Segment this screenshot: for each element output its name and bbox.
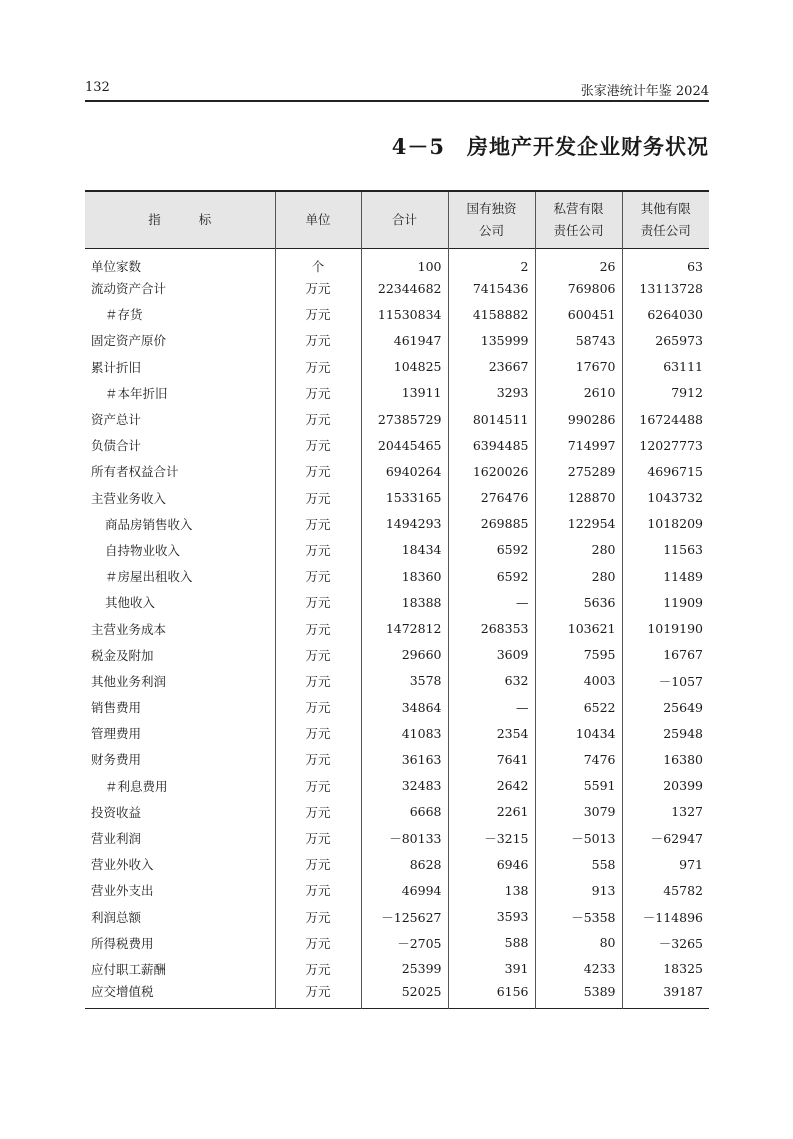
row-other: 971 xyxy=(622,851,709,877)
row-private: 17670 xyxy=(535,354,622,380)
row-state-owned: 2261 xyxy=(448,799,535,825)
table-number: 4－5 xyxy=(391,134,445,159)
row-private: 2610 xyxy=(535,380,622,406)
row-indicator: 商品房销售收入 xyxy=(105,516,193,532)
row-other: 1327 xyxy=(622,799,709,825)
row-total: 52025 xyxy=(361,982,448,1009)
row-indicator: 应交增值税 xyxy=(91,984,154,1000)
header-unit: 单位 xyxy=(275,191,361,249)
row-total: 8628 xyxy=(361,851,448,877)
row-indicator: ＃利息费用 xyxy=(105,778,168,794)
row-state-owned: 2354 xyxy=(448,720,535,746)
row-total: 104825 xyxy=(361,354,448,380)
row-state-owned: 4158882 xyxy=(448,301,535,327)
row-state-owned: — xyxy=(448,694,535,720)
row-total: 27385729 xyxy=(361,406,448,432)
row-unit: 万元 xyxy=(275,930,361,956)
header-indicator: 指标 xyxy=(85,191,275,249)
row-other: 20399 xyxy=(622,773,709,799)
row-private: 7595 xyxy=(535,642,622,668)
header-other: 其他有限 责任公司 xyxy=(622,191,709,249)
header-rule xyxy=(85,100,709,102)
table-row xyxy=(85,432,709,458)
row-unit: 万元 xyxy=(275,275,361,301)
row-total: 46994 xyxy=(361,877,448,903)
row-other: 265973 xyxy=(622,327,709,353)
row-total: 1533165 xyxy=(361,485,448,511)
row-private: 558 xyxy=(535,851,622,877)
row-total: 6668 xyxy=(361,799,448,825)
row-state-owned: －3215 xyxy=(448,825,535,851)
row-private: 280 xyxy=(535,563,622,589)
row-private: 122954 xyxy=(535,511,622,537)
table-row xyxy=(85,799,709,825)
row-other: 63111 xyxy=(622,354,709,380)
row-indicator: 流动资产合计 xyxy=(91,281,167,297)
table-row xyxy=(85,458,709,484)
table-row xyxy=(85,746,709,772)
row-indicator: 所有者权益合计 xyxy=(91,464,179,480)
row-total: 3578 xyxy=(361,668,448,694)
table-row xyxy=(85,956,709,982)
row-unit: 万元 xyxy=(275,825,361,851)
row-other: 25649 xyxy=(622,694,709,720)
row-other: 7912 xyxy=(622,380,709,406)
row-other: 6264030 xyxy=(622,301,709,327)
row-private: 58743 xyxy=(535,327,622,353)
row-other: 4696715 xyxy=(622,458,709,484)
table-row xyxy=(85,249,709,276)
row-other: 45782 xyxy=(622,877,709,903)
row-indicator: 固定资产原价 xyxy=(91,333,167,349)
table-row xyxy=(85,982,709,1009)
row-unit: 万元 xyxy=(275,485,361,511)
row-indicator: 单位家数 xyxy=(91,259,142,274)
row-state-owned: 3609 xyxy=(448,642,535,668)
row-total: 18360 xyxy=(361,563,448,589)
row-unit: 万元 xyxy=(275,746,361,772)
row-private: 4003 xyxy=(535,668,622,694)
table-row xyxy=(85,668,709,694)
row-other: 18325 xyxy=(622,956,709,982)
row-total: －2705 xyxy=(361,930,448,956)
row-total: 32483 xyxy=(361,773,448,799)
row-private: 5591 xyxy=(535,773,622,799)
row-indicator: 所得税费用 xyxy=(91,935,154,951)
table-body xyxy=(85,249,709,1009)
row-indicator: 税金及附加 xyxy=(91,647,154,663)
row-indicator: 财务费用 xyxy=(91,752,142,768)
row-private: 280 xyxy=(535,537,622,563)
row-indicator: 主营业务成本 xyxy=(91,621,167,637)
row-indicator: 其他收入 xyxy=(105,595,156,611)
row-unit: 万元 xyxy=(275,720,361,746)
row-private: 3079 xyxy=(535,799,622,825)
table-row xyxy=(85,589,709,615)
row-total: 36163 xyxy=(361,746,448,772)
row-state-owned: 276476 xyxy=(448,485,535,511)
row-state-owned: 135999 xyxy=(448,327,535,353)
row-private: 10434 xyxy=(535,720,622,746)
row-total: 18388 xyxy=(361,589,448,615)
row-indicator: 资产总计 xyxy=(91,412,142,428)
row-total: －125627 xyxy=(361,904,448,930)
row-other: －1057 xyxy=(622,668,709,694)
row-state-owned: 3293 xyxy=(448,380,535,406)
row-unit: 万元 xyxy=(275,380,361,406)
row-indicator: 投资收益 xyxy=(91,804,142,820)
row-other: 11563 xyxy=(622,537,709,563)
row-state-owned: 7415436 xyxy=(448,275,535,301)
row-state-owned: 3593 xyxy=(448,904,535,930)
row-indicator: 负债合计 xyxy=(91,438,142,454)
table-row xyxy=(85,773,709,799)
table-title-text: 房地产开发企业财务状况 xyxy=(467,134,709,159)
row-private: 600451 xyxy=(535,301,622,327)
row-state-owned: 269885 xyxy=(448,511,535,537)
row-unit: 万元 xyxy=(275,432,361,458)
table-row xyxy=(85,537,709,563)
row-total: 11530834 xyxy=(361,301,448,327)
row-private: 103621 xyxy=(535,615,622,641)
header-total: 合计 xyxy=(361,191,448,249)
row-state-owned: 2 xyxy=(448,249,535,276)
row-unit: 万元 xyxy=(275,694,361,720)
row-state-owned: — xyxy=(448,589,535,615)
row-unit: 万元 xyxy=(275,851,361,877)
row-total: 13911 xyxy=(361,380,448,406)
row-unit: 万元 xyxy=(275,511,361,537)
row-other: －62947 xyxy=(622,825,709,851)
row-unit: 万元 xyxy=(275,773,361,799)
table-row xyxy=(85,563,709,589)
row-private: 714997 xyxy=(535,432,622,458)
row-state-owned: 6394485 xyxy=(448,432,535,458)
row-indicator: ＃房屋出租收入 xyxy=(105,569,193,585)
row-total: 18434 xyxy=(361,537,448,563)
page-number: 132 xyxy=(85,80,110,95)
row-private: 7476 xyxy=(535,746,622,772)
row-other: 1019190 xyxy=(622,615,709,641)
row-private: 26 xyxy=(535,249,622,276)
row-state-owned: 6156 xyxy=(448,982,535,1009)
row-unit: 万元 xyxy=(275,301,361,327)
row-unit: 万元 xyxy=(275,327,361,353)
row-indicator: ＃本年折旧 xyxy=(105,385,168,401)
row-indicator: 管理费用 xyxy=(91,726,142,742)
row-total: 25399 xyxy=(361,956,448,982)
row-unit: 万元 xyxy=(275,354,361,380)
row-state-owned: 632 xyxy=(448,668,535,694)
row-unit: 个 xyxy=(275,249,361,276)
row-unit: 万元 xyxy=(275,537,361,563)
row-other: 1043732 xyxy=(622,485,709,511)
table-row xyxy=(85,642,709,668)
row-other: 63 xyxy=(622,249,709,276)
row-total: 22344682 xyxy=(361,275,448,301)
row-other: －114896 xyxy=(622,904,709,930)
row-private: 4233 xyxy=(535,956,622,982)
table-row xyxy=(85,825,709,851)
row-total: 1472812 xyxy=(361,615,448,641)
row-indicator: 利润总额 xyxy=(91,909,142,925)
row-indicator: 营业外支出 xyxy=(91,883,154,899)
row-total: 1494293 xyxy=(361,511,448,537)
table-row xyxy=(85,301,709,327)
row-state-owned: 138 xyxy=(448,877,535,903)
table-row xyxy=(85,904,709,930)
row-indicator: 主营业务收入 xyxy=(91,490,167,506)
table-row xyxy=(85,615,709,641)
row-total: －80133 xyxy=(361,825,448,851)
row-unit: 万元 xyxy=(275,877,361,903)
row-other: 39187 xyxy=(622,982,709,1009)
row-unit: 万元 xyxy=(275,956,361,982)
row-total: 6940264 xyxy=(361,458,448,484)
row-indicator: ＃存货 xyxy=(105,307,143,323)
row-private: 275289 xyxy=(535,458,622,484)
row-other: 16380 xyxy=(622,746,709,772)
row-other: －3265 xyxy=(622,930,709,956)
row-state-owned: 2642 xyxy=(448,773,535,799)
row-indicator: 其他业务利润 xyxy=(91,673,167,689)
row-indicator: 销售费用 xyxy=(91,700,142,716)
row-private: －5013 xyxy=(535,825,622,851)
row-other: 13113728 xyxy=(622,275,709,301)
row-unit: 万元 xyxy=(275,668,361,694)
row-indicator: 营业外收入 xyxy=(91,857,154,873)
header-private: 私营有限 责任公司 xyxy=(535,191,622,249)
row-other: 11909 xyxy=(622,589,709,615)
row-other: 12027773 xyxy=(622,432,709,458)
table-row xyxy=(85,275,709,301)
table-header-row xyxy=(85,191,709,249)
row-indicator: 累计折旧 xyxy=(91,359,142,375)
table-title xyxy=(392,131,709,161)
row-total: 461947 xyxy=(361,327,448,353)
row-private: －5358 xyxy=(535,904,622,930)
row-unit: 万元 xyxy=(275,799,361,825)
row-private: 5389 xyxy=(535,982,622,1009)
row-other: 16767 xyxy=(622,642,709,668)
table-row xyxy=(85,694,709,720)
table-row xyxy=(85,930,709,956)
row-other: 11489 xyxy=(622,563,709,589)
row-private: 80 xyxy=(535,930,622,956)
table-row xyxy=(85,406,709,432)
row-state-owned: 391 xyxy=(448,956,535,982)
finance-table xyxy=(85,190,709,1009)
row-private: 913 xyxy=(535,877,622,903)
row-state-owned: 23667 xyxy=(448,354,535,380)
row-indicator: 营业利润 xyxy=(91,831,142,847)
book-title: 张家港统计年鉴 2024 xyxy=(580,84,709,99)
row-unit: 万元 xyxy=(275,642,361,668)
row-total: 34864 xyxy=(361,694,448,720)
row-unit: 万元 xyxy=(275,406,361,432)
row-state-owned: 8014511 xyxy=(448,406,535,432)
row-total: 41083 xyxy=(361,720,448,746)
table-row xyxy=(85,354,709,380)
row-state-owned: 6592 xyxy=(448,563,535,589)
row-unit: 万元 xyxy=(275,615,361,641)
row-unit: 万元 xyxy=(275,458,361,484)
table-row xyxy=(85,485,709,511)
table-row xyxy=(85,877,709,903)
row-state-owned: 6592 xyxy=(448,537,535,563)
header-state-owned: 国有独资 公司 xyxy=(448,191,535,249)
row-private: 769806 xyxy=(535,275,622,301)
row-other: 25948 xyxy=(622,720,709,746)
row-state-owned: 1620026 xyxy=(448,458,535,484)
row-other: 1018209 xyxy=(622,511,709,537)
row-total: 20445465 xyxy=(361,432,448,458)
table-row xyxy=(85,327,709,353)
table-row xyxy=(85,851,709,877)
row-private: 6522 xyxy=(535,694,622,720)
row-state-owned: 588 xyxy=(448,930,535,956)
table-row xyxy=(85,380,709,406)
row-unit: 万元 xyxy=(275,589,361,615)
row-total: 29660 xyxy=(361,642,448,668)
row-total: 100 xyxy=(361,249,448,276)
row-private: 128870 xyxy=(535,485,622,511)
table-row xyxy=(85,511,709,537)
table-row xyxy=(85,720,709,746)
row-state-owned: 6946 xyxy=(448,851,535,877)
row-private: 990286 xyxy=(535,406,622,432)
row-private: 5636 xyxy=(535,589,622,615)
row-unit: 万元 xyxy=(275,904,361,930)
row-unit: 万元 xyxy=(275,563,361,589)
row-indicator: 自持物业收入 xyxy=(105,542,181,558)
row-other: 16724488 xyxy=(622,406,709,432)
row-indicator: 应付职工薪酬 xyxy=(91,961,167,977)
row-state-owned: 7641 xyxy=(448,746,535,772)
row-unit: 万元 xyxy=(275,982,361,1009)
row-state-owned: 268353 xyxy=(448,615,535,641)
running-header xyxy=(85,80,709,98)
